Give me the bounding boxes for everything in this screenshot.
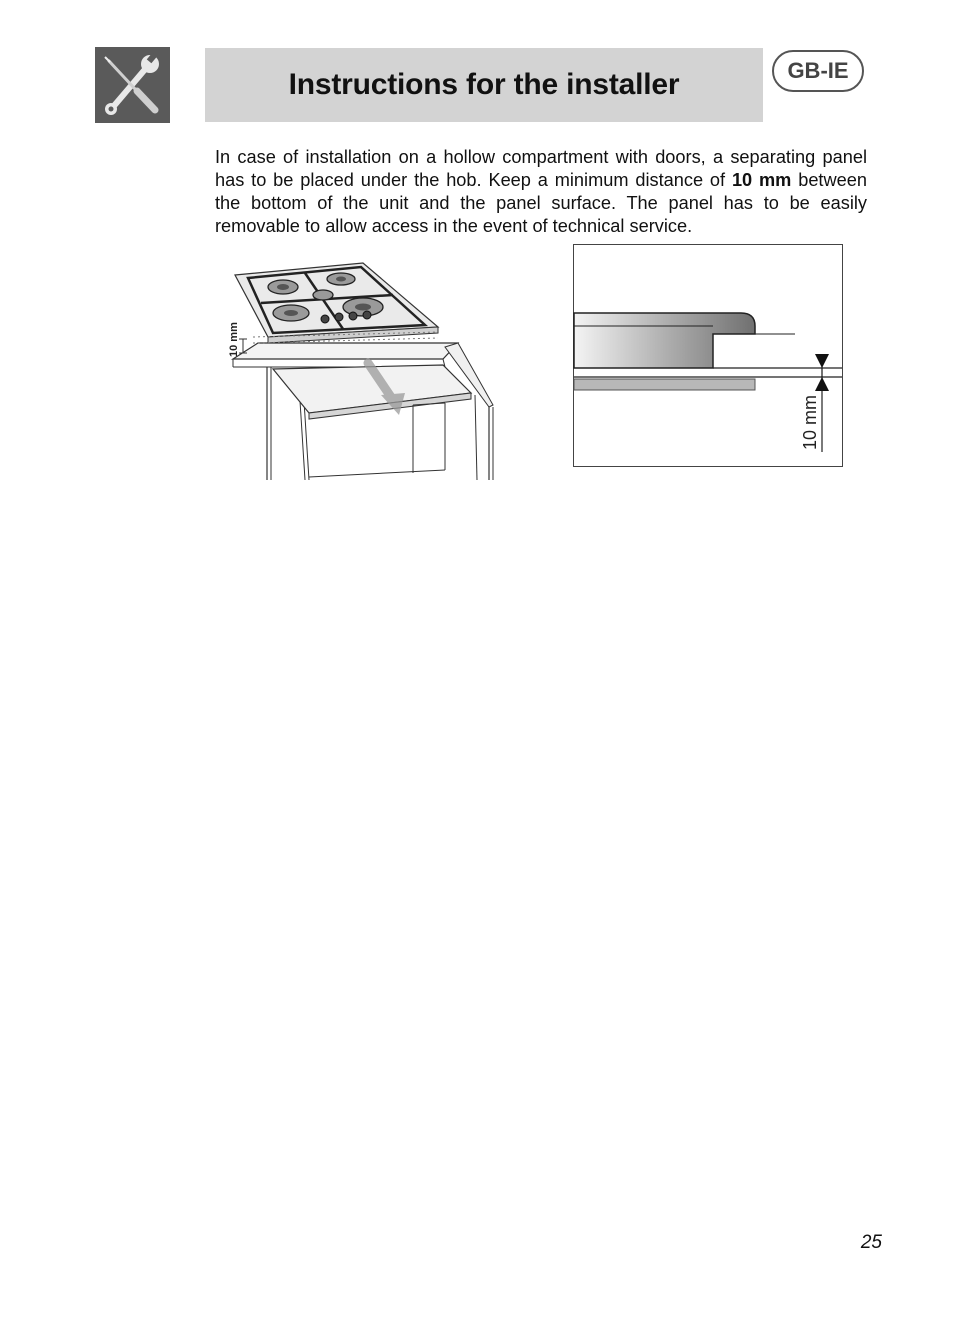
left-dimension-label: 10 mm [228, 322, 240, 357]
hob-installation-illustration [213, 245, 503, 485]
page-title: Instructions for the installer [288, 68, 680, 101]
language-badge: GB-IE [772, 50, 864, 92]
right-dimension-label: 10 mm [800, 394, 820, 450]
cross-section-detail [573, 244, 843, 472]
body-paragraph [215, 146, 867, 238]
body-text-start: In case of installation on a hollow compartment with doors, a separating panel has to be placed under the hob. Keep a minimum distance of [215, 147, 867, 190]
header-bar [205, 48, 763, 122]
page-number: 25 [860, 1232, 882, 1253]
tools-icon [95, 47, 170, 123]
body-text-bold: 10 mm [731, 170, 792, 190]
body-text-end: between the bottom of the unit and the panel surface. The panel has to be easily removable to allow access in the event of technical service. [215, 170, 867, 236]
